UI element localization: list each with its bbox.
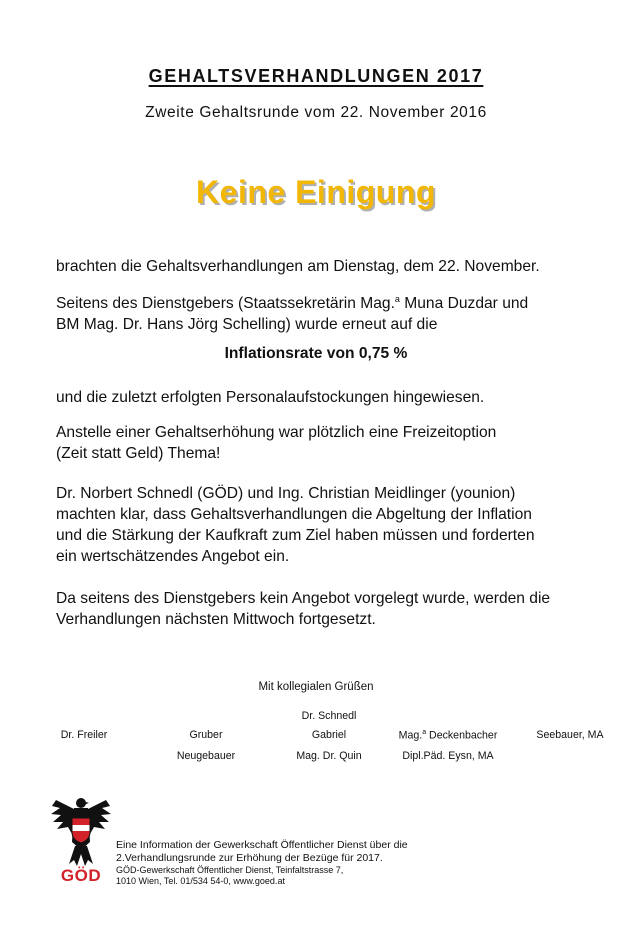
signature-gabriel: Gabriel: [311, 729, 347, 741]
paragraph-6: Da seitens des Dienstgebers kein Angebot vorgelegt wurde, werden die Verhandlungen nächsten Mittwoch fortgesetzt.: [56, 590, 551, 628]
signature-schnedl: Dr. Schnedl: [301, 710, 357, 722]
signature-quin: Mag. Dr. Quin: [296, 750, 362, 762]
paragraph-4: Anstelle einer Gehaltserhöhung war plötzlich eine Freizeitoption (Zeit statt Geld) Thema!: [56, 424, 497, 462]
document-title: GEHALTSVERHANDLUNGEN 2017: [148, 66, 484, 86]
paragraph-2: Seitens des Dienstgebers (Staatssekretärin Mag.$^a$ Muna Duzdar und BM Mag. Dr. Hans Jörg Schelling) wurde erneut auf die: [56, 294, 529, 334]
footer-line-2: 2.Verhandlungsrunde zur Erhöhung der Bezüge für 2017.: [116, 852, 383, 864]
headline: Keine Einigung: [196, 174, 436, 210]
signature-freiler: Dr. Freiler: [60, 729, 108, 741]
signature-seebauer: Seebauer, MA: [536, 729, 604, 741]
eagle-icon: [50, 794, 112, 868]
closing: Mit kollegialen Grüßen: [258, 681, 374, 693]
document-subtitle: Zweite Gehaltsrunde vom 22. November 2016: [145, 104, 487, 121]
footer-address: GÖD-Gewerkschaft Öffentlicher Dienst, Teinfaltstrasse 7,: [116, 865, 344, 875]
footer-info: [116, 839, 408, 887]
signature-neugebauer: Neugebauer: [176, 750, 236, 762]
paragraph-1: brachten die Gehaltsverhandlungen am Dienstag, dem 22. November.: [56, 258, 540, 275]
signature-deckenbacher: Mag.$^a$ Deckenbacher: [398, 729, 498, 742]
footer-contact: 1010 Wien, Tel. 01/534 54-0, www.goed.at: [116, 876, 285, 886]
paragraph-3: und die zuletzt erfolgten Personalaufstockungen hingewiesen.: [56, 389, 485, 406]
goed-logo: [50, 794, 112, 888]
paragraph-5: Dr. Norbert Schnedl (GÖD) und Ing. Christian Meidlinger (younion) machten klar, dass Gehaltsverhandlungen die Abgeltung der Inflation und die Stärkung der Kaufkraft zum Ziel haben müssen und forderten ein wertschätzendes Angebot ein.: [56, 485, 535, 565]
inflation-rate: Inflationsrate von 0,75 %: [224, 345, 408, 362]
signature-gruber: Gruber: [189, 729, 223, 741]
footer-line-1: Eine Information der Gewerkschaft Öffentlicher Dienst über die: [116, 839, 408, 851]
logo-text: GÖD: [60, 866, 102, 885]
signature-eysn: Dipl.Päd. Eysn, MA: [402, 750, 494, 762]
